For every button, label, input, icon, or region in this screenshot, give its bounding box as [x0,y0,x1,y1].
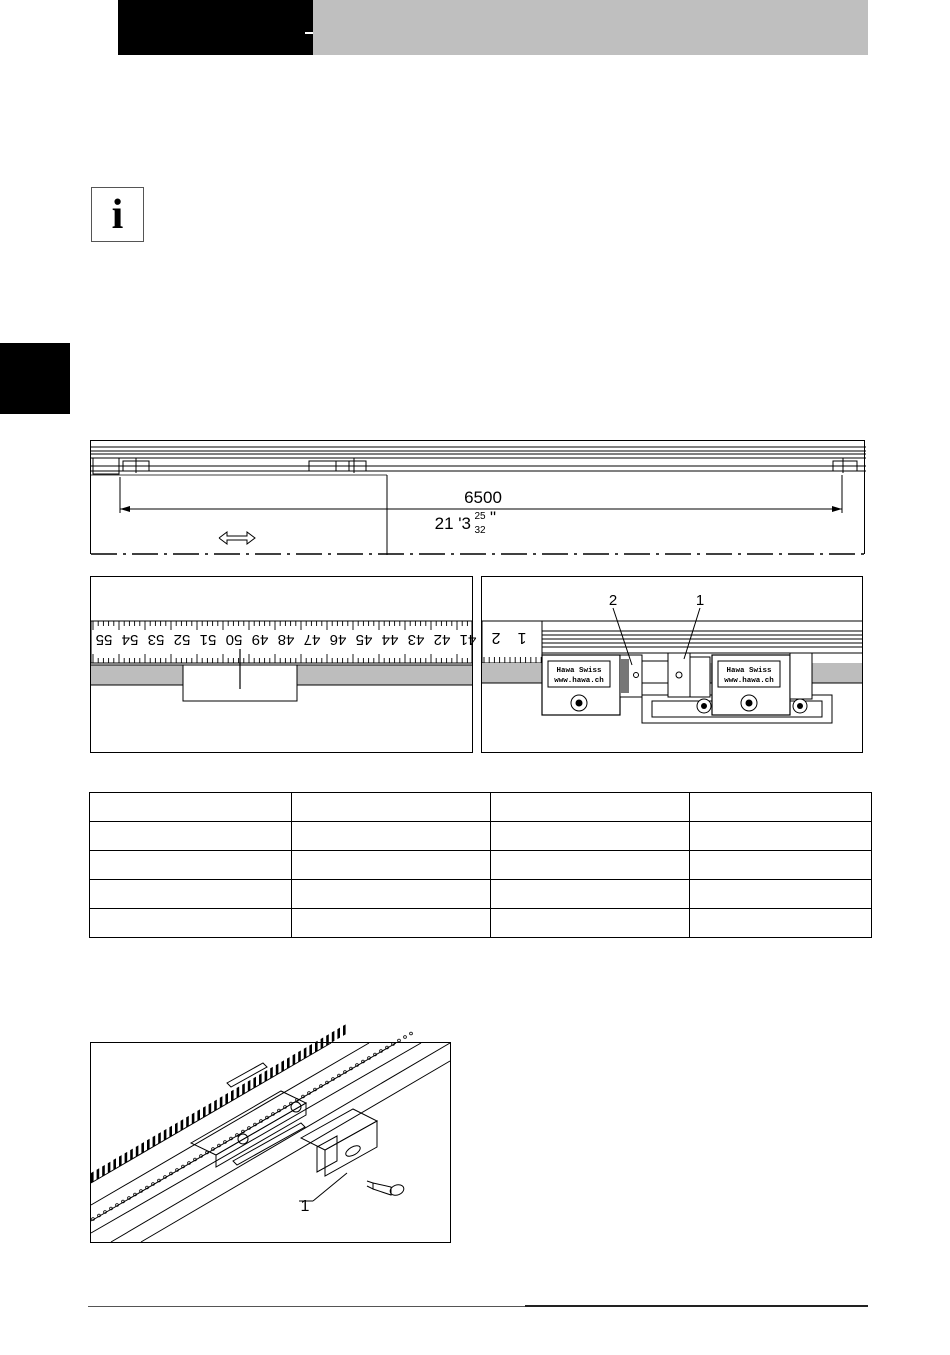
dimension-imperial: 21 '3 [434,514,471,533]
footer-rule-thick [525,1305,868,1307]
rack-tooth [181,1119,184,1131]
header-black-block [118,0,313,55]
table-cell [291,822,490,851]
rack-tooth [214,1100,217,1112]
left-block-label-1: Hawa Swiss [556,667,602,675]
table-row [90,851,872,880]
table-row [90,880,872,909]
rack-tooth [192,1113,195,1125]
dimension-fraction-num: 25 [474,511,486,522]
table-cell [90,822,292,851]
rack-tooth [326,1034,329,1046]
mount-callout-1: 1 [300,1198,310,1215]
table-cell [90,851,292,880]
right-block-label-2: www.hawa.ch [724,677,774,685]
rack-tooth [153,1136,156,1148]
rack-tooth [237,1087,240,1099]
ruler-number: 53 [147,631,165,648]
rack-tooth [130,1149,133,1161]
ruler-number: 46 [329,631,347,648]
rack-tooth [164,1129,167,1141]
rack-tooth [175,1122,178,1134]
ruler-number: 45 [355,631,373,648]
rack-tooth [186,1116,189,1128]
table-cell [491,822,690,851]
rack-tooth [276,1064,279,1076]
ruler-number: 41 [459,631,477,648]
rack-tooth [108,1162,111,1174]
rack-tooth [209,1103,212,1115]
rack-tooth [102,1165,105,1177]
rack-tooth [197,1109,200,1121]
info-icon [91,187,144,242]
table-cell [690,793,872,822]
dimension-inch-mark: " [490,508,497,527]
double-arrow-icon [219,532,255,544]
figure-overview [90,440,865,554]
callout-2: 2 [608,592,618,609]
ruler-number: 43 [407,631,425,648]
rack-tooth [231,1090,234,1102]
ruler-number: 50 [225,631,243,648]
table-cell [291,851,490,880]
detail-ruler-number-1: 1 [517,629,527,646]
ruler-number: 52 [173,631,191,648]
table-cell [291,880,490,909]
callout-1: 1 [695,592,705,609]
table-row [90,793,872,822]
rack-tooth [265,1070,268,1082]
rack-tooth [136,1145,139,1157]
belt-tooth [404,1036,407,1039]
ruler-number: 54 [121,631,139,648]
table-cell [491,793,690,822]
rack-tooth [332,1031,335,1043]
rack-tooth [113,1158,116,1170]
header-dash [305,32,313,34]
rack-tooth [97,1168,100,1180]
rack-tooth [309,1044,312,1056]
rack-tooth [253,1077,256,1089]
rack-tooth [298,1051,301,1063]
ruler-number: 55 [95,631,113,648]
table-cell [690,909,872,938]
rack-tooth [321,1037,324,1049]
table-cell [90,793,292,822]
rack-tooth [169,1126,172,1138]
table-cell [690,851,872,880]
rack-tooth [225,1093,228,1105]
rack-tooth [203,1106,206,1118]
rack-tooth [343,1024,346,1036]
rack-tooth [287,1057,290,1069]
ruler-number: 47 [303,631,321,648]
ruler-number: 51 [199,631,217,648]
ruler-numbers [96,631,477,648]
belt-tooth [398,1039,401,1042]
rack-tooth [248,1080,251,1092]
ruler-number: 44 [381,631,399,648]
chapter-tab [0,343,70,414]
table-cell [491,880,690,909]
table-row [90,909,872,938]
table-cell [90,880,292,909]
rack-tooth [270,1067,273,1079]
table-cell [491,851,690,880]
rack-tooth [125,1152,128,1164]
dimension-fraction-den: 32 [474,525,486,536]
rack-tooth [220,1096,223,1108]
header-gray-bar [313,0,868,55]
spec-table [89,792,872,938]
rack-tooth [259,1073,262,1085]
table-cell [491,909,690,938]
rack-tooth [91,1171,94,1183]
ruler-number: 48 [277,631,295,648]
rack-tooth [119,1155,122,1167]
info-glyph: i [111,191,124,238]
figure-detail [481,576,863,753]
left-block-label-2: www.hawa.ch [554,677,604,685]
figure-mount [90,1042,451,1243]
ruler-number: 42 [433,631,451,648]
table-cell [90,909,292,938]
table-cell [291,793,490,822]
rack-tooth [304,1047,307,1059]
dimension-mm: 6500 [464,488,502,507]
rack-tooth [158,1132,161,1144]
table-cell [291,909,490,938]
ruler-number: 49 [251,631,269,648]
right-block-label-1: Hawa Swiss [726,667,772,675]
table-cell [690,880,872,909]
rack-tooth [147,1139,150,1151]
rack-tooth [242,1083,245,1095]
rack-tooth [315,1041,318,1053]
table-row [90,822,872,851]
detail-ruler-number-2: 2 [491,629,501,646]
figure-scale [90,576,477,753]
rack-tooth [293,1054,296,1066]
rack-tooth [141,1142,144,1154]
rack-tooth [281,1060,284,1072]
belt-tooth [410,1032,413,1035]
table-cell [690,822,872,851]
rack-tooth [337,1028,340,1040]
